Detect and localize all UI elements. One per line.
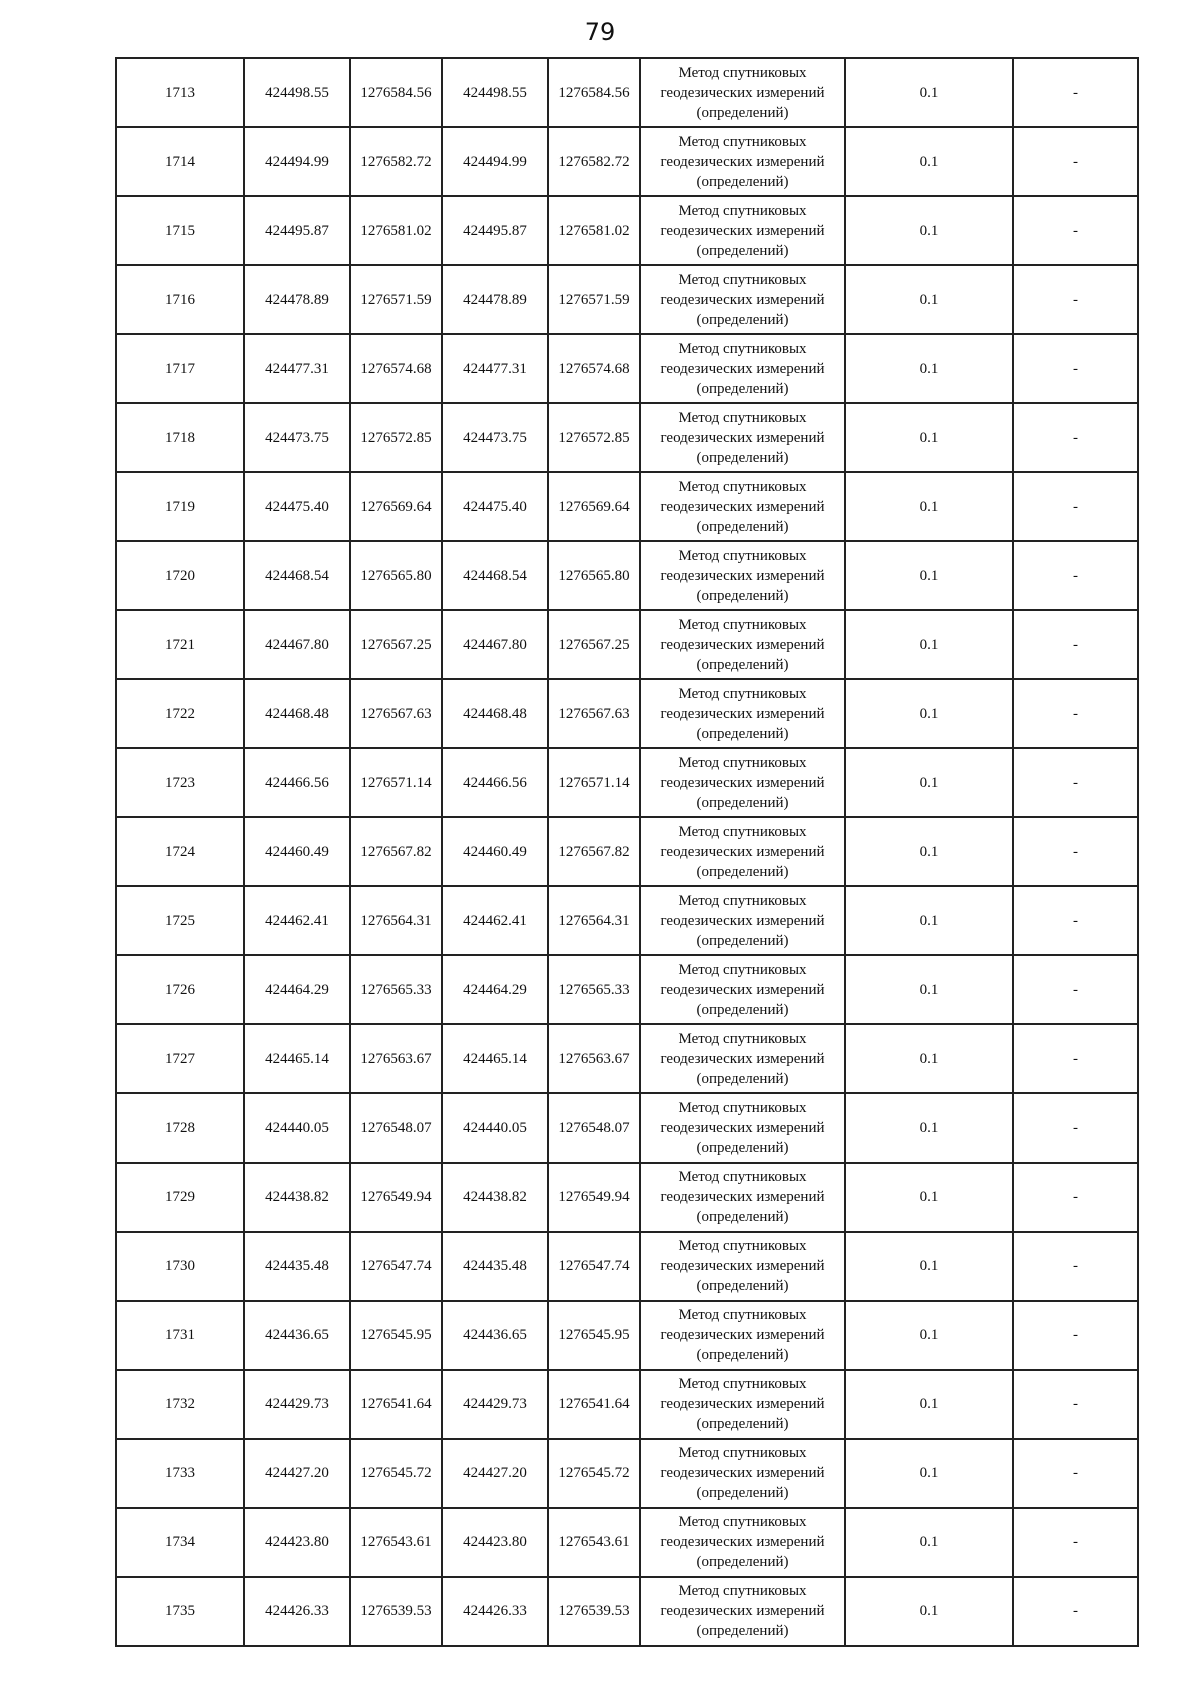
note-cell: - <box>1013 1370 1138 1439</box>
accuracy-cell: 0.1 <box>845 472 1013 541</box>
table-row <box>116 541 1138 610</box>
table-row <box>116 1370 1138 1439</box>
y-existing-cell: 1276548.07 <box>350 1093 442 1162</box>
method-cell: Метод спутниковых геодезических измерений (определений) <box>640 403 845 472</box>
x-existing-cell: 424426.33 <box>244 1577 350 1646</box>
x-new-cell: 424436.65 <box>442 1301 548 1370</box>
accuracy-cell: 0.1 <box>845 1301 1013 1370</box>
table-row <box>116 127 1138 196</box>
x-existing-cell: 424440.05 <box>244 1093 350 1162</box>
accuracy-cell: 0.1 <box>845 886 1013 955</box>
y-existing-cell: 1276571.14 <box>350 748 442 817</box>
x-existing-cell: 424478.89 <box>244 265 350 334</box>
x-existing-cell: 424438.82 <box>244 1163 350 1232</box>
table-row <box>116 265 1138 334</box>
x-existing-cell: 424429.73 <box>244 1370 350 1439</box>
point-number-cell: 1718 <box>116 403 244 472</box>
y-existing-cell: 1276567.63 <box>350 679 442 748</box>
y-existing-cell: 1276549.94 <box>350 1163 442 1232</box>
point-number-cell: 1714 <box>116 127 244 196</box>
x-new-cell: 424466.56 <box>442 748 548 817</box>
x-existing-cell: 424473.75 <box>244 403 350 472</box>
x-new-cell: 424462.41 <box>442 886 548 955</box>
note-cell: - <box>1013 1577 1138 1646</box>
x-existing-cell: 424468.54 <box>244 541 350 610</box>
x-new-cell: 424465.14 <box>442 1024 548 1093</box>
accuracy-cell: 0.1 <box>845 403 1013 472</box>
note-cell: - <box>1013 679 1138 748</box>
note-cell: - <box>1013 748 1138 817</box>
table-row <box>116 334 1138 403</box>
x-existing-cell: 424494.99 <box>244 127 350 196</box>
x-existing-cell: 424467.80 <box>244 610 350 679</box>
y-existing-cell: 1276584.56 <box>350 58 442 127</box>
y-new-cell: 1276581.02 <box>548 196 640 265</box>
table-row <box>116 1163 1138 1232</box>
y-existing-cell: 1276581.02 <box>350 196 442 265</box>
note-cell: - <box>1013 541 1138 610</box>
note-cell: - <box>1013 1439 1138 1508</box>
table-row <box>116 1301 1138 1370</box>
y-existing-cell: 1276543.61 <box>350 1508 442 1577</box>
y-new-cell: 1276539.53 <box>548 1577 640 1646</box>
y-new-cell: 1276547.74 <box>548 1232 640 1301</box>
method-cell: Метод спутниковых геодезических измерений (определений) <box>640 1577 845 1646</box>
x-existing-cell: 424435.48 <box>244 1232 350 1301</box>
accuracy-cell: 0.1 <box>845 817 1013 886</box>
table-row <box>116 817 1138 886</box>
point-number-cell: 1723 <box>116 748 244 817</box>
table-row <box>116 679 1138 748</box>
point-number-cell: 1733 <box>116 1439 244 1508</box>
accuracy-cell: 0.1 <box>845 1577 1013 1646</box>
accuracy-cell: 0.1 <box>845 196 1013 265</box>
accuracy-cell: 0.1 <box>845 541 1013 610</box>
y-new-cell: 1276564.31 <box>548 886 640 955</box>
table-row <box>116 472 1138 541</box>
table-row <box>116 1577 1138 1646</box>
x-existing-cell: 424498.55 <box>244 58 350 127</box>
y-existing-cell: 1276541.64 <box>350 1370 442 1439</box>
point-number-cell: 1730 <box>116 1232 244 1301</box>
method-cell: Метод спутниковых геодезических измерений (определений) <box>640 1370 845 1439</box>
note-cell: - <box>1013 127 1138 196</box>
note-cell: - <box>1013 334 1138 403</box>
method-cell: Метод спутниковых геодезических измерений (определений) <box>640 196 845 265</box>
table-row <box>116 886 1138 955</box>
x-new-cell: 424468.54 <box>442 541 548 610</box>
x-existing-cell: 424477.31 <box>244 334 350 403</box>
method-cell: Метод спутниковых геодезических измерений (определений) <box>640 886 845 955</box>
accuracy-cell: 0.1 <box>845 1024 1013 1093</box>
point-number-cell: 1721 <box>116 610 244 679</box>
page-number: 79 <box>584 18 616 46</box>
y-existing-cell: 1276564.31 <box>350 886 442 955</box>
y-new-cell: 1276549.94 <box>548 1163 640 1232</box>
point-number-cell: 1734 <box>116 1508 244 1577</box>
x-new-cell: 424429.73 <box>442 1370 548 1439</box>
y-new-cell: 1276571.59 <box>548 265 640 334</box>
accuracy-cell: 0.1 <box>845 334 1013 403</box>
point-number-cell: 1725 <box>116 886 244 955</box>
x-new-cell: 424498.55 <box>442 58 548 127</box>
y-existing-cell: 1276539.53 <box>350 1577 442 1646</box>
point-number-cell: 1735 <box>116 1577 244 1646</box>
point-number-cell: 1720 <box>116 541 244 610</box>
accuracy-cell: 0.1 <box>845 1163 1013 1232</box>
x-new-cell: 424440.05 <box>442 1093 548 1162</box>
y-new-cell: 1276563.67 <box>548 1024 640 1093</box>
x-existing-cell: 424465.14 <box>244 1024 350 1093</box>
table-row <box>116 1093 1138 1162</box>
x-existing-cell: 424436.65 <box>244 1301 350 1370</box>
accuracy-cell: 0.1 <box>845 265 1013 334</box>
x-new-cell: 424475.40 <box>442 472 548 541</box>
method-cell: Метод спутниковых геодезических измерений (определений) <box>640 1093 845 1162</box>
point-number-cell: 1727 <box>116 1024 244 1093</box>
point-number-cell: 1724 <box>116 817 244 886</box>
note-cell: - <box>1013 1163 1138 1232</box>
method-cell: Метод спутниковых геодезических измерений (определений) <box>640 1301 845 1370</box>
note-cell: - <box>1013 58 1138 127</box>
x-existing-cell: 424427.20 <box>244 1439 350 1508</box>
x-new-cell: 424467.80 <box>442 610 548 679</box>
y-new-cell: 1276572.85 <box>548 403 640 472</box>
accuracy-cell: 0.1 <box>845 1439 1013 1508</box>
method-cell: Метод спутниковых геодезических измерений (определений) <box>640 1439 845 1508</box>
y-existing-cell: 1276569.64 <box>350 472 442 541</box>
point-number-cell: 1717 <box>116 334 244 403</box>
note-cell: - <box>1013 955 1138 1024</box>
x-new-cell: 424423.80 <box>442 1508 548 1577</box>
y-new-cell: 1276565.33 <box>548 955 640 1024</box>
table-row <box>116 610 1138 679</box>
y-new-cell: 1276567.63 <box>548 679 640 748</box>
note-cell: - <box>1013 1024 1138 1093</box>
table-row <box>116 58 1138 127</box>
point-number-cell: 1719 <box>116 472 244 541</box>
x-existing-cell: 424462.41 <box>244 886 350 955</box>
method-cell: Метод спутниковых геодезических измерений (определений) <box>640 127 845 196</box>
y-existing-cell: 1276565.80 <box>350 541 442 610</box>
y-new-cell: 1276548.07 <box>548 1093 640 1162</box>
y-new-cell: 1276569.64 <box>548 472 640 541</box>
y-existing-cell: 1276563.67 <box>350 1024 442 1093</box>
table-row <box>116 748 1138 817</box>
x-new-cell: 424477.31 <box>442 334 548 403</box>
y-existing-cell: 1276572.85 <box>350 403 442 472</box>
x-existing-cell: 424468.48 <box>244 679 350 748</box>
y-new-cell: 1276571.14 <box>548 748 640 817</box>
x-new-cell: 424427.20 <box>442 1439 548 1508</box>
y-new-cell: 1276584.56 <box>548 58 640 127</box>
x-new-cell: 424464.29 <box>442 955 548 1024</box>
y-new-cell: 1276545.72 <box>548 1439 640 1508</box>
accuracy-cell: 0.1 <box>845 1508 1013 1577</box>
table-row <box>116 403 1138 472</box>
point-number-cell: 1726 <box>116 955 244 1024</box>
method-cell: Метод спутниковых геодезических измерений (определений) <box>640 610 845 679</box>
method-cell: Метод спутниковых геодезических измерений (определений) <box>640 334 845 403</box>
coordinates-table <box>115 57 1139 1647</box>
note-cell: - <box>1013 1508 1138 1577</box>
y-new-cell: 1276565.80 <box>548 541 640 610</box>
point-number-cell: 1722 <box>116 679 244 748</box>
y-existing-cell: 1276571.59 <box>350 265 442 334</box>
accuracy-cell: 0.1 <box>845 1370 1013 1439</box>
x-existing-cell: 424460.49 <box>244 817 350 886</box>
y-existing-cell: 1276567.25 <box>350 610 442 679</box>
y-existing-cell: 1276545.95 <box>350 1301 442 1370</box>
point-number-cell: 1713 <box>116 58 244 127</box>
table-row <box>116 1508 1138 1577</box>
x-new-cell: 424473.75 <box>442 403 548 472</box>
note-cell: - <box>1013 265 1138 334</box>
y-new-cell: 1276567.25 <box>548 610 640 679</box>
note-cell: - <box>1013 472 1138 541</box>
x-existing-cell: 424466.56 <box>244 748 350 817</box>
method-cell: Метод спутниковых геодезических измерений (определений) <box>640 679 845 748</box>
y-new-cell: 1276545.95 <box>548 1301 640 1370</box>
point-number-cell: 1728 <box>116 1093 244 1162</box>
accuracy-cell: 0.1 <box>845 955 1013 1024</box>
method-cell: Метод спутниковых геодезических измерений (определений) <box>640 817 845 886</box>
table-row <box>116 1232 1138 1301</box>
y-new-cell: 1276574.68 <box>548 334 640 403</box>
method-cell: Метод спутниковых геодезических измерений (определений) <box>640 1024 845 1093</box>
y-new-cell: 1276582.72 <box>548 127 640 196</box>
point-number-cell: 1732 <box>116 1370 244 1439</box>
x-existing-cell: 424423.80 <box>244 1508 350 1577</box>
y-existing-cell: 1276545.72 <box>350 1439 442 1508</box>
accuracy-cell: 0.1 <box>845 58 1013 127</box>
point-number-cell: 1729 <box>116 1163 244 1232</box>
note-cell: - <box>1013 1301 1138 1370</box>
x-existing-cell: 424475.40 <box>244 472 350 541</box>
accuracy-cell: 0.1 <box>845 1093 1013 1162</box>
method-cell: Метод спутниковых геодезических измерений (определений) <box>640 748 845 817</box>
y-existing-cell: 1276582.72 <box>350 127 442 196</box>
point-number-cell: 1716 <box>116 265 244 334</box>
x-new-cell: 424460.49 <box>442 817 548 886</box>
method-cell: Метод спутниковых геодезических измерений (определений) <box>640 265 845 334</box>
table-body <box>116 58 1138 1646</box>
y-existing-cell: 1276547.74 <box>350 1232 442 1301</box>
method-cell: Метод спутниковых геодезических измерений (определений) <box>640 1163 845 1232</box>
note-cell: - <box>1013 610 1138 679</box>
note-cell: - <box>1013 1232 1138 1301</box>
accuracy-cell: 0.1 <box>845 1232 1013 1301</box>
note-cell: - <box>1013 1093 1138 1162</box>
point-number-cell: 1731 <box>116 1301 244 1370</box>
table-row <box>116 1024 1138 1093</box>
accuracy-cell: 0.1 <box>845 127 1013 196</box>
accuracy-cell: 0.1 <box>845 679 1013 748</box>
x-new-cell: 424468.48 <box>442 679 548 748</box>
method-cell: Метод спутниковых геодезических измерений (определений) <box>640 541 845 610</box>
x-new-cell: 424495.87 <box>442 196 548 265</box>
y-existing-cell: 1276567.82 <box>350 817 442 886</box>
table-row <box>116 1439 1138 1508</box>
method-cell: Метод спутниковых геодезических измерений (определений) <box>640 472 845 541</box>
method-cell: Метод спутниковых геодезических измерений (определений) <box>640 58 845 127</box>
method-cell: Метод спутниковых геодезических измерений (определений) <box>640 1508 845 1577</box>
y-new-cell: 1276541.64 <box>548 1370 640 1439</box>
accuracy-cell: 0.1 <box>845 610 1013 679</box>
x-new-cell: 424426.33 <box>442 1577 548 1646</box>
method-cell: Метод спутниковых геодезических измерений (определений) <box>640 1232 845 1301</box>
x-existing-cell: 424464.29 <box>244 955 350 1024</box>
accuracy-cell: 0.1 <box>845 748 1013 817</box>
y-new-cell: 1276567.82 <box>548 817 640 886</box>
y-existing-cell: 1276574.68 <box>350 334 442 403</box>
x-new-cell: 424435.48 <box>442 1232 548 1301</box>
method-cell: Метод спутниковых геодезических измерений (определений) <box>640 955 845 1024</box>
y-existing-cell: 1276565.33 <box>350 955 442 1024</box>
y-new-cell: 1276543.61 <box>548 1508 640 1577</box>
note-cell: - <box>1013 196 1138 265</box>
table-row <box>116 196 1138 265</box>
note-cell: - <box>1013 403 1138 472</box>
x-new-cell: 424438.82 <box>442 1163 548 1232</box>
x-new-cell: 424494.99 <box>442 127 548 196</box>
x-existing-cell: 424495.87 <box>244 196 350 265</box>
note-cell: - <box>1013 817 1138 886</box>
note-cell: - <box>1013 886 1138 955</box>
x-new-cell: 424478.89 <box>442 265 548 334</box>
table-row <box>116 955 1138 1024</box>
point-number-cell: 1715 <box>116 196 244 265</box>
